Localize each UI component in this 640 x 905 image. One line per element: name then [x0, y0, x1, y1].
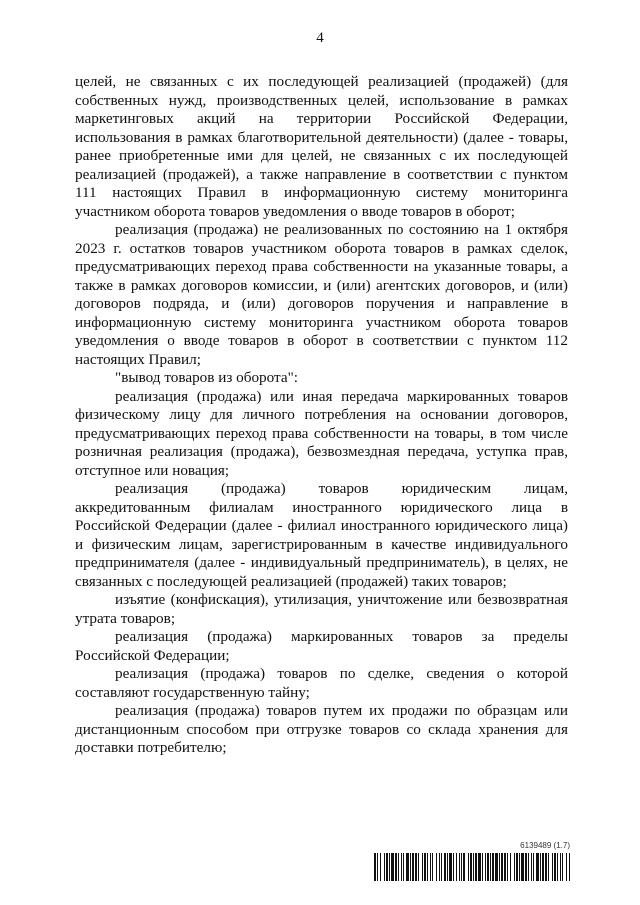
paragraph-8: реализация (продажа) товаров по сделке, сведения о которой составляют государственную тайну; [75, 665, 568, 701]
document-barcode [374, 841, 570, 881]
paragraph-2: реализация (продажа) не реализованных по состоянию на 1 октября 2023 г. остатков товаров участником оборота товаров в рамках сделок, предусматривающих переход права собственности на указанные товары, а также в рамках договоров комиссии, и (или) агентских договоров, и (или) договоров подряда, и (или) договоров поручения и направление в информационную систему мониторинга участником оборота товаров уведомления о вводе товаров в оборот в соответствии с пунктом 112 настоящих Правил; [75, 221, 568, 368]
paragraph-3-definition-heading: "вывод товаров из оборота": [115, 369, 299, 386]
paragraph-1: целей, не связанных с их последующей реализацией (продажей) (для собственных нужд, производственных целей, использование в рамках маркетинговых акций на территории Российской Федерации, использования в рамках благотворительной деятельности) (далее - товары, ранее приобретенные ими для целей, не связанных с их последующей реализацией (продажей), а также направление в соответствии с пунктом 111 настоящих Правил в информационную систему мониторинга участником оборота товаров уведомления о вводе товаров в оборот; [75, 73, 568, 220]
barcode-icon [374, 853, 570, 881]
paragraph-4: реализация (продажа) или иная передача маркированных товаров физическому лицу для личного потребления на основании договоров, предусматривающих переход права собственности на товары, в том числе розничная реализация (продажа), безвозмездная передача, уступка прав, отступное или новация; [75, 387, 568, 479]
page-number: 4 [316, 30, 324, 46]
paragraph-5: реализация (продажа) товаров юридическим лицам, аккредитованным филиалам иностранного юридического лица в Российской Федерации (далее - филиал иностранного юридического лица) и физическим лицам, зарегистрированным в качестве индивидуального предпринимателя (далее - индивидуальный предприниматель), в целях, не связанных с последующей реализацией (продажей) таких товаров; [75, 480, 568, 590]
document-body [75, 73, 568, 758]
paragraph-9: реализация (продажа) товаров путем их продажи по образцам или дистанционным способом при отгрузке товаров со склада хранения для доставки потребителю; [75, 702, 568, 756]
paragraph-7: реализация (продажа) маркированных товаров за пределы Российской Федерации; [75, 628, 568, 664]
paragraph-6: изъятие (конфискация), утилизация, уничтожение или безвозвратная утрата товаров; [75, 591, 568, 627]
barcode-caption: 6139489 (1.7) [520, 841, 570, 850]
